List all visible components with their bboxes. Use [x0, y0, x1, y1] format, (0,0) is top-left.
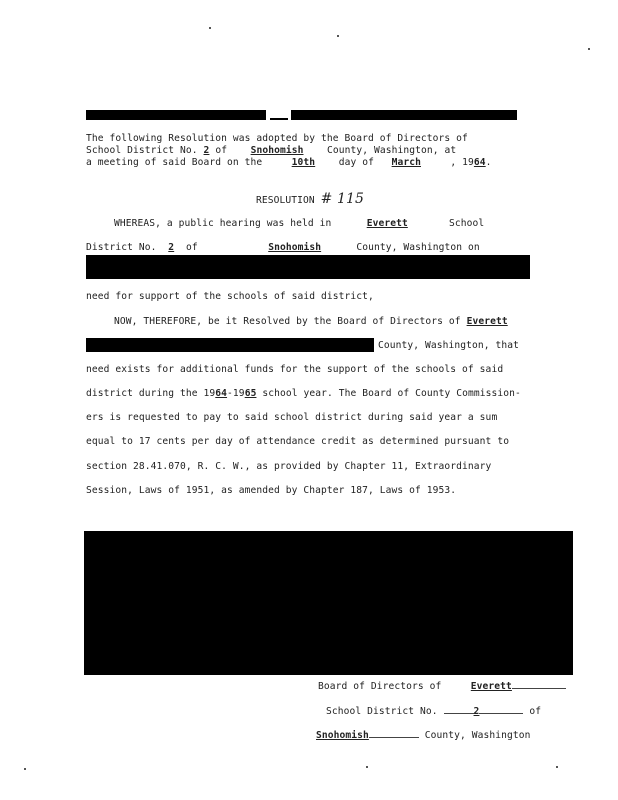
intro-text: day of [338, 157, 374, 168]
intro-text: The following Resolution was adopted by the Board of Directors of [86, 133, 468, 144]
body-text: school year. The Board of County Commission- [262, 388, 521, 399]
body-text: District No. [86, 242, 157, 253]
scan-speck [588, 48, 590, 50]
now-therefore-line [114, 316, 508, 328]
body-text: district during the 19 [86, 388, 216, 399]
county-name: Snohomish [250, 145, 304, 156]
redaction-bar [86, 255, 530, 279]
body-text: ers is requested to pay to said school district during said year a sum [86, 412, 498, 423]
body-text: of [185, 242, 198, 253]
signature-text: School District No. [326, 706, 438, 717]
signature-text: Board of Directors of [318, 681, 442, 692]
scan-speck [337, 35, 339, 37]
meeting-day: 10th [291, 157, 316, 168]
signature-text: of [529, 706, 542, 717]
scan-speck [366, 766, 368, 768]
signature-county-line [316, 728, 531, 742]
redaction-block [84, 531, 573, 675]
body-text: section 28.41.070, R. C. W., as provided by Chapter 11, Extraordinary [86, 461, 492, 472]
county-name: Snohomish [268, 242, 322, 253]
resolution-title: RESOLUTION [256, 195, 315, 206]
signature-district-no: 2 [473, 706, 480, 717]
signature-blank [479, 704, 523, 714]
signature-text: County, Washington [424, 730, 531, 741]
intro-text: a meeting of said Board on the [86, 157, 263, 168]
intro-text: of [215, 145, 228, 156]
scan-speck [556, 766, 558, 768]
intro-text: , 19 [450, 157, 474, 168]
intro-line-1 [86, 133, 468, 145]
body-text: School [448, 218, 485, 229]
district-number: 2 [168, 242, 175, 253]
body-text: equal to 17 cents per day of attendance credit as determined pursuant to [86, 436, 510, 447]
redaction-bar [291, 110, 517, 120]
county-line [378, 340, 519, 352]
intro-line-2 [86, 145, 456, 157]
redaction-bar [86, 110, 266, 120]
body-text: County, Washington, that [378, 340, 520, 351]
intro-line-3 [86, 157, 492, 169]
meeting-month: March [391, 157, 421, 168]
signature-blank [512, 679, 566, 689]
redaction-bar [86, 338, 374, 352]
school-year-line [86, 388, 521, 400]
signature-county: Snohomish [316, 730, 369, 741]
signature-board-line [318, 679, 566, 693]
intro-text: . [485, 157, 492, 168]
signature-district-line [326, 704, 541, 718]
year-end: 65 [244, 388, 257, 399]
district-number: 2 [203, 145, 210, 156]
resolution-heading [256, 193, 364, 207]
hearing-place: Everett [366, 218, 408, 229]
equal-line [86, 436, 509, 448]
scan-speck [209, 27, 211, 29]
resolution-number: # 115 [320, 191, 365, 207]
section-line [86, 461, 491, 473]
district-line [86, 242, 480, 254]
body-text: need for support of the schools of said district, [86, 291, 374, 302]
intro-text: County, Washington, at [327, 145, 457, 156]
requested-line [86, 412, 497, 424]
scan-speck [24, 768, 26, 770]
signature-blank [369, 728, 419, 738]
signature-blank [444, 704, 474, 714]
session-line [86, 485, 456, 497]
body-text: NOW, THEREFORE, be it Resolved by the Board of Directors of [114, 316, 461, 327]
need-exists-line [86, 364, 503, 376]
board-place: Everett [466, 316, 508, 327]
need-line [86, 291, 374, 303]
body-text: -19 [227, 388, 245, 399]
meeting-year: 64 [473, 157, 486, 168]
body-text: WHEREAS, a public hearing was held in [114, 218, 332, 229]
year-start: 64 [215, 388, 228, 399]
whereas-line [114, 218, 484, 230]
body-text: Session, Laws of 1951, as amended by Chapter 187, Laws of 1953. [86, 485, 457, 496]
body-text: County, Washington on [356, 242, 480, 253]
redaction-bar [270, 118, 288, 120]
signature-place: Everett [470, 681, 512, 692]
body-text: need exists for additional funds for the support of the schools of said [86, 364, 504, 375]
intro-text: School District No. [86, 145, 198, 156]
